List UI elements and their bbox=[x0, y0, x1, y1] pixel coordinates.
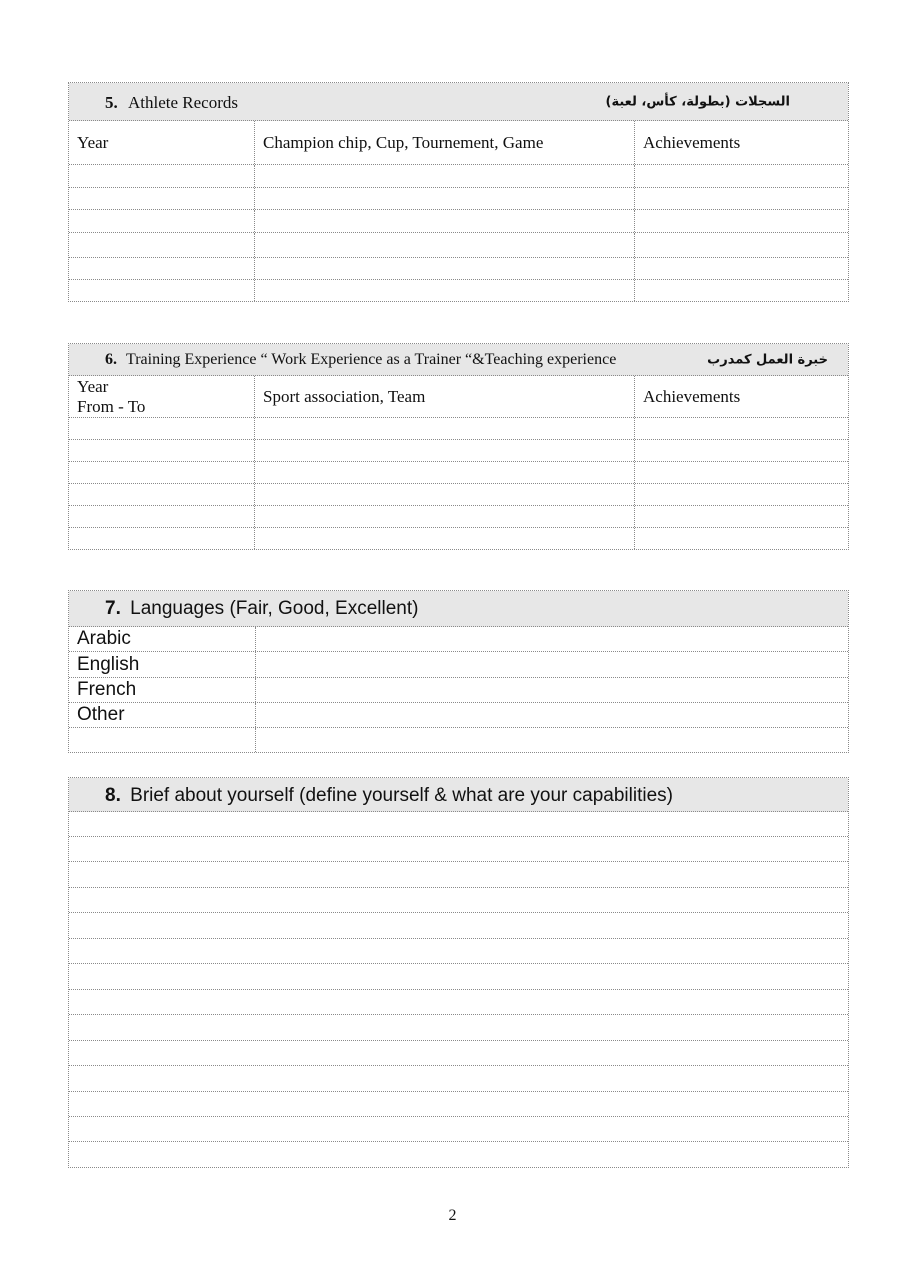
table-row bbox=[69, 418, 848, 440]
championship-cell[interactable] bbox=[255, 258, 635, 279]
achievements-cell[interactable] bbox=[635, 506, 848, 527]
brief-line[interactable] bbox=[69, 812, 848, 837]
language-row bbox=[69, 652, 848, 678]
achievements-cell[interactable] bbox=[635, 528, 848, 549]
table-row bbox=[69, 280, 848, 301]
from-to-label: From - To bbox=[77, 396, 146, 416]
brief-line[interactable] bbox=[69, 939, 848, 964]
section-number: 8. bbox=[105, 785, 121, 806]
table-row bbox=[69, 258, 848, 280]
sport-association-cell[interactable] bbox=[255, 440, 635, 461]
brief-line[interactable] bbox=[69, 1066, 848, 1092]
section-title-arabic: خبرة العمل كمدرب bbox=[707, 352, 828, 367]
training-experience-section bbox=[68, 343, 849, 550]
language-label: Other bbox=[69, 703, 256, 727]
brief-line[interactable] bbox=[69, 1015, 848, 1041]
brief-line[interactable] bbox=[69, 888, 848, 913]
brief-line[interactable] bbox=[69, 913, 848, 939]
language-label-blank[interactable] bbox=[69, 728, 256, 752]
brief-line[interactable] bbox=[69, 862, 848, 888]
sport-association-cell[interactable] bbox=[255, 418, 635, 439]
championship-cell[interactable] bbox=[255, 233, 635, 257]
language-row bbox=[69, 703, 848, 728]
language-label: French bbox=[69, 678, 256, 702]
section-number: 6. bbox=[105, 351, 117, 368]
sport-association-column-header: Sport association, Team bbox=[255, 376, 635, 417]
sport-association-cell[interactable] bbox=[255, 462, 635, 483]
brief-line[interactable] bbox=[69, 1092, 848, 1117]
year-cell[interactable] bbox=[69, 233, 255, 257]
year-label: Year bbox=[77, 376, 109, 396]
table-row bbox=[69, 233, 848, 258]
language-row bbox=[69, 627, 848, 652]
table-row bbox=[69, 484, 848, 506]
section-title: Brief about yourself (define yourself & what are your capabilities) bbox=[130, 785, 673, 806]
achievements-column-header: Achievements bbox=[643, 132, 741, 152]
brief-line[interactable] bbox=[69, 1041, 848, 1066]
brief-section bbox=[68, 777, 849, 1168]
year-cell[interactable] bbox=[69, 506, 255, 527]
table-header-row bbox=[69, 121, 848, 165]
achievements-cell[interactable] bbox=[635, 188, 848, 209]
table-row bbox=[69, 462, 848, 484]
table-row bbox=[69, 188, 848, 210]
achievements-column-header: Achievements bbox=[643, 386, 741, 406]
year-cell[interactable] bbox=[69, 165, 255, 187]
sport-association-cell[interactable] bbox=[255, 484, 635, 505]
achievements-cell[interactable] bbox=[635, 280, 848, 301]
achievements-cell[interactable] bbox=[635, 462, 848, 483]
section-number: 5. bbox=[105, 93, 118, 112]
championship-cell[interactable] bbox=[255, 280, 635, 301]
languages-header bbox=[69, 591, 848, 627]
language-level-cell[interactable] bbox=[256, 728, 848, 752]
year-cell[interactable] bbox=[69, 528, 255, 549]
table-row bbox=[69, 165, 848, 188]
year-cell[interactable] bbox=[69, 462, 255, 483]
table-row bbox=[69, 440, 848, 462]
brief-line[interactable] bbox=[69, 837, 848, 862]
language-row bbox=[69, 728, 848, 752]
achievements-cell[interactable] bbox=[635, 210, 848, 232]
page-number: 2 bbox=[448, 1207, 457, 1224]
championship-cell[interactable] bbox=[255, 188, 635, 209]
languages-section bbox=[68, 590, 849, 753]
brief-line[interactable] bbox=[69, 1142, 848, 1167]
language-level-cell[interactable] bbox=[256, 652, 848, 677]
brief-line[interactable] bbox=[69, 1117, 848, 1142]
year-column-header: Year bbox=[69, 121, 255, 164]
training-experience-header bbox=[69, 344, 848, 376]
table-row bbox=[69, 210, 848, 233]
athlete-records-header bbox=[69, 83, 848, 121]
championship-cell[interactable] bbox=[255, 210, 635, 232]
year-cell[interactable] bbox=[69, 258, 255, 279]
year-from-to-column-header bbox=[69, 376, 255, 417]
brief-line[interactable] bbox=[69, 964, 848, 990]
language-label: Arabic bbox=[69, 627, 256, 651]
year-cell[interactable] bbox=[69, 440, 255, 461]
achievements-cell[interactable] bbox=[635, 484, 848, 505]
achievements-cell[interactable] bbox=[635, 233, 848, 257]
championship-cell[interactable] bbox=[255, 165, 635, 187]
achievements-cell[interactable] bbox=[635, 418, 848, 439]
year-cell[interactable] bbox=[69, 210, 255, 232]
achievements-cell[interactable] bbox=[635, 258, 848, 279]
table-row bbox=[69, 506, 848, 528]
achievements-cell[interactable] bbox=[635, 440, 848, 461]
section-title: Training Experience “ Work Experience as a Trainer “&Teaching experience bbox=[126, 351, 617, 368]
language-row bbox=[69, 678, 848, 703]
athlete-records-section bbox=[68, 82, 849, 302]
language-label: English bbox=[69, 652, 256, 677]
table-header-row bbox=[69, 376, 848, 418]
table-row bbox=[69, 528, 848, 549]
year-cell[interactable] bbox=[69, 188, 255, 209]
section-title-arabic: السجلات (بطولة، كأس، لعبة) bbox=[605, 94, 790, 109]
achievements-cell[interactable] bbox=[635, 165, 848, 187]
section-number: 7. bbox=[105, 598, 121, 619]
brief-line[interactable] bbox=[69, 990, 848, 1015]
year-cell[interactable] bbox=[69, 280, 255, 301]
brief-header bbox=[69, 778, 848, 812]
language-level-cell[interactable] bbox=[256, 627, 848, 651]
championship-column-header: Champion chip, Cup, Tournement, Game bbox=[255, 121, 635, 164]
sport-association-cell[interactable] bbox=[255, 528, 635, 549]
language-level-cell[interactable] bbox=[256, 678, 848, 702]
section-title: Languages (Fair, Good, Excellent) bbox=[130, 598, 419, 619]
year-cell[interactable] bbox=[69, 484, 255, 505]
sport-association-cell[interactable] bbox=[255, 506, 635, 527]
section-title: Athlete Records bbox=[128, 93, 238, 112]
year-cell[interactable] bbox=[69, 418, 255, 439]
language-level-cell[interactable] bbox=[256, 703, 848, 727]
